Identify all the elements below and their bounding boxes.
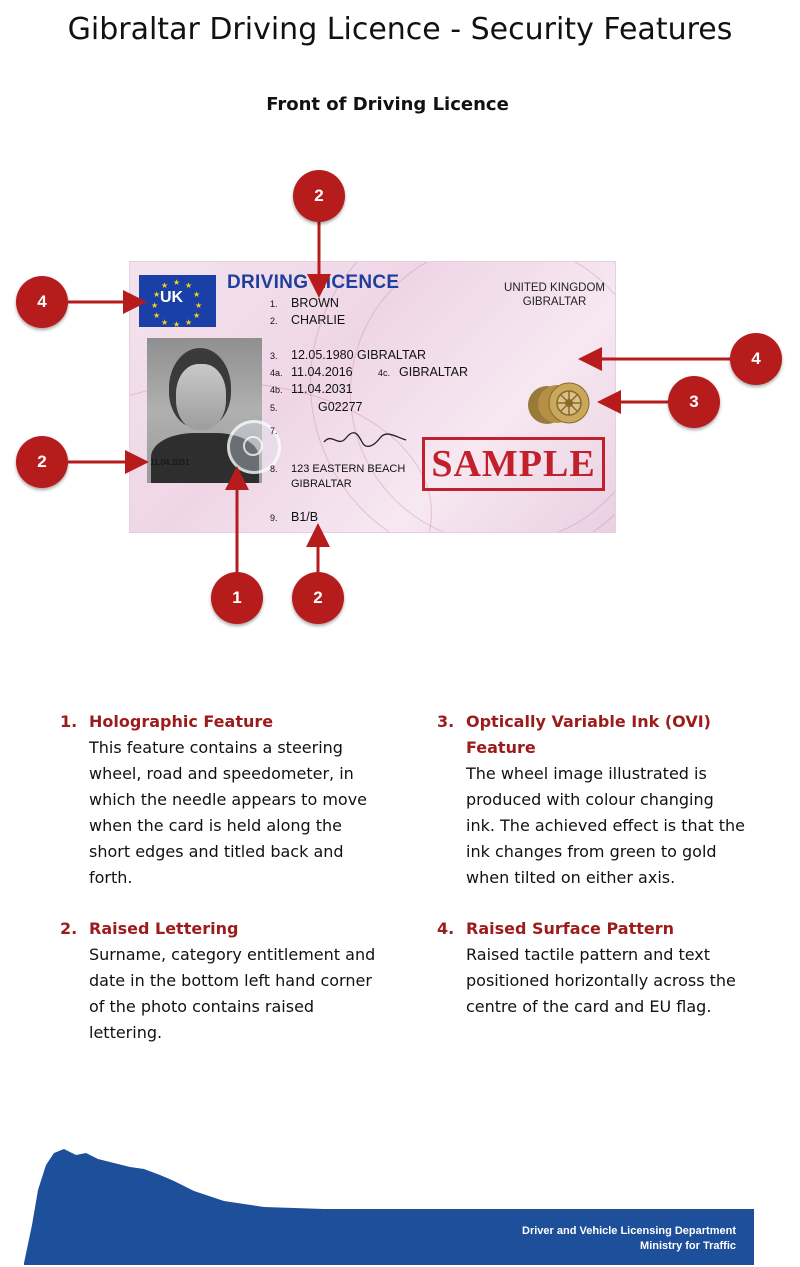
feature-description: Surname, category entitlement and date in the bottom left hand corner of the photo contains raised lettering. [89,945,376,1042]
feature-description: This feature contains a steering wheel, road and speedometer, in which the needle appears to move when the card is held along the short edges and titled back and forth. [89,738,367,887]
callout-badge: 2 [16,436,68,488]
card-field-signature-label: 7. [270,426,278,436]
callout-badge: 2 [292,572,344,624]
callout-badge: 3 [668,376,720,428]
feature-title: Holographic Feature [89,712,274,731]
signature [322,428,408,450]
ovi-wheel-icon [527,379,597,427]
feature-description: The wheel image illustrated is produced with colour changing ink. The achieved effect is that the ink changes from green to gold when tilted on either axis. [466,764,746,887]
footer-credit [522,1224,736,1254]
feature-raised-lettering [60,916,380,1046]
feature-title: Raised Lettering [89,919,239,938]
card-field-issue-date: 4a. 11.04.2016 [270,365,353,379]
callout-badge: 2 [293,170,345,222]
footer-ministry: Ministry for Traffic [640,1240,736,1252]
card-field-surname: 1. BROWN [270,296,339,310]
card-field-address-line-2: GIBRALTAR [291,478,352,490]
card-field-birth: 3. 12.05.1980 GIBRALTAR [270,348,427,362]
footer-department: Driver and Vehicle Licensing Department [522,1225,736,1237]
feature-ovi [437,709,747,891]
photo-raised-date: 11.04.2031 [150,458,190,467]
feature-title-line-2: Feature [466,738,536,757]
licence-card-image [130,262,615,532]
card-field-categories: 9. B1/B [270,510,319,524]
feature-title: Raised Surface Pattern [466,919,674,938]
callout-badge: 4 [730,333,782,385]
page-title: Gibraltar Driving Licence - Security Features [67,12,733,47]
card-field-forename: 2. CHARLIE [270,313,346,327]
section-subtitle: Front of Driving Licence [266,94,509,115]
card-heading: DRIVING LICENCE [227,272,400,293]
card-field-licence-number: 5. G02277 [270,400,363,414]
eu-flag: ★ ★ ★ ★ ★ ★ ★ ★ ★ ★ ★ ★ UK [139,275,216,327]
country-line-2: GIBRALTAR [522,296,587,308]
feature-index: 3. [437,712,455,731]
feature-holographic [60,709,380,891]
flag-country-code: UK [160,289,184,306]
callout-badge: 1 [211,572,263,624]
feature-title: Optically Variable Ink (OVI) [466,712,711,731]
card-field-address: 8. 123 EASTERN BEACH [270,463,406,475]
card-field-expiry-date: 4b. 11.04.2031 [270,382,353,396]
card-country [504,281,605,309]
feature-index: 2. [60,919,78,938]
feature-index: 4. [437,919,455,938]
feature-raised-surface [437,916,747,1020]
sample-stamp: SAMPLE [422,437,605,491]
card-field-issuer: 4c. GIBRALTAR [378,365,468,379]
feature-index: 1. [60,712,78,731]
callout-badge: 4 [16,276,68,328]
country-line-1: UNITED KINGDOM [504,282,605,294]
feature-description: Raised tactile pattern and text positioned horizontally across the centre of the card and EU flag. [466,945,736,1016]
